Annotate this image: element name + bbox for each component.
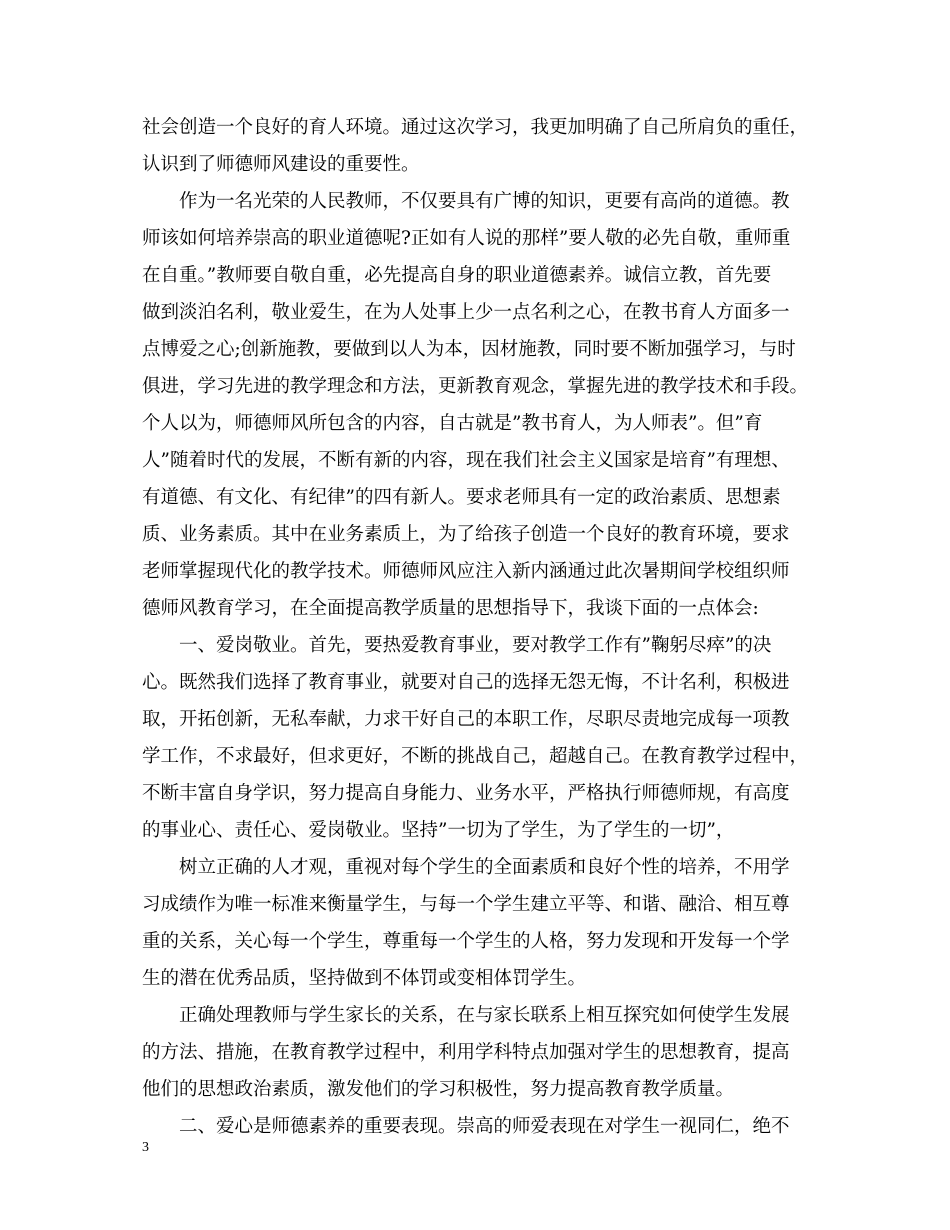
text-line: 点博爱之心;创新施教，要做到以人为本，因材施教，同时要不断加强学习，与时 [142,339,796,360]
text-line: 作为一名光荣的人民教师，不仅要具有广博的知识，更要有高尚的道德。教 [142,191,790,212]
text-line: 老师掌握现代化的教学技术。师德师风应注入新内涵通过此次暑期间学校组织师 [142,561,790,582]
text-line: 认识到了师德师风建设的重要性。 [142,154,420,175]
text-line: 人”随着时代的发展，不断有新的内容，现在我们社会主义国家是培育”有理想、 [142,450,790,471]
text-line: 的方法、措施，在教育教学过程中，利用学科特点加强对学生的思想教育，提高 [142,1042,790,1063]
text-line: 不断丰富自身学识，努力提高自身能力、业务水平，严格执行师德师规，有高度 [142,783,790,804]
text-line: 师该如何培养崇高的职业道德呢?正如有人说的那样”要人敬的必先自敬，重师重 [142,228,791,249]
text-line: 俱进，学习先进的教学理念和方法，更新教育观念，掌握先进的教学技术和手段。 [142,376,809,397]
text-line: 质、业务素质。其中在业务素质上，为了给孩子创造一个良好的教育环境，要求 [142,524,790,545]
text-line: 做到淡泊名利，敬业爱生，在为人处事上少一点名利之心，在教书育人方面多一 [142,302,790,323]
text-line: 的事业心、责任心、爱岗敬业。坚持”一切为了学生，为了学生的一切”， [142,820,735,841]
page-number: 3 [142,1140,149,1155]
text-line: 树立正确的人才观，重视对每个学生的全面素质和良好个性的培养，不用学 [142,857,790,878]
text-line: 取，开拓创新，无私奉献，力求干好自己的本职工作，尽职尽责地完成每一项教 [142,709,790,730]
text-line: 德师风教育学习，在全面提高教学质量的思想指导下，我谈下面的一点体会: [142,598,759,619]
text-line: 重的关系，关心每一个学生，尊重每一个学生的人格，努力发现和开发每一个学 [142,931,790,952]
text-line: 学工作，不求最好，但求更好，不断的挑战自己，超越自己。在教育教学过程中， [142,746,809,767]
text-line: 社会创造一个良好的育人环境。通过这次学习，我更加明确了自己所肩负的重任， [142,117,809,138]
text-line: 他们的思想政治素质，激发他们的学习积极性，努力提高教育教学质量。 [142,1079,735,1100]
text-line: 个人以为，师德师风所包含的内容，自古就是”教书育人，为人师表”。但”育 [142,413,763,434]
text-line: 在自重。”教师要自敬自重，必先提高自身的职业道德素养。诚信立教，首先要 [142,265,772,286]
text-line: 一、爱岗敬业。首先，要热爱教育事业，要对教学工作有”鞠躬尽瘁”的决 [142,635,772,656]
text-line: 正确处理教师与学生家长的关系，在与家长联系上相互探究如何使学生发展 [142,1005,790,1026]
text-line: 心。既然我们选择了教育事业，就要对自己的选择无怨无悔，不计名利，积极进 [142,672,790,693]
text-line: 生的潜在优秀品质，坚持做到不体罚或变相体罚学生。 [142,968,587,989]
text-line: 有道德、有文化、有纪律”的四有新人。要求老师具有一定的政治素质、思想素 [142,487,781,508]
text-line: 二、爱心是师德素养的重要表现。崇高的师爱表现在对学生一视同仁，绝不 [142,1116,790,1137]
text-line: 习成绩作为唯一标准来衡量学生，与每一个学生建立平等、和谐、融洽、相互尊 [142,894,790,915]
